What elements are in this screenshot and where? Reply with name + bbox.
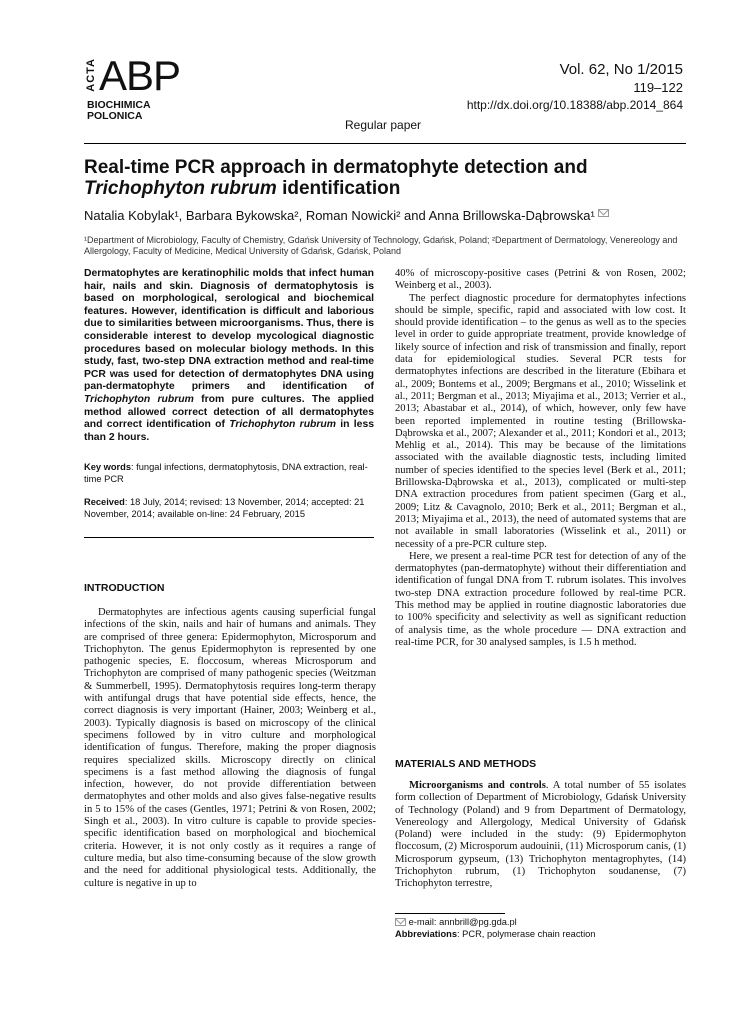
divider (84, 537, 374, 538)
paper-type: Regular paper (345, 118, 422, 132)
envelope-icon (395, 918, 406, 926)
abbreviations-label: Abbreviations (395, 928, 457, 939)
right-column-text (395, 268, 686, 649)
received-dates (84, 497, 374, 520)
logo-subtitle (87, 100, 151, 122)
email-text[interactable]: e-mail: annbrill@pg.gda.pl (408, 917, 517, 927)
introduction-paragraph: Dermatophytes are infectious agents causing superficial fungal infections of the skin, nails and hair of humans and animals. They are comprised of three genera: Epidermophyton, Microsporum and Trichophyton. The genus Epidermophyton is represented by one pathogenic species, E. floccosum, whereas Microsporum and Trichophyton are comprised of many pathogenic species (Weitzman & Summerbell, 1995). Dermatophytosis requires long-term therapy with antifungal drugs that have potential side effects, hence, the correct diagnosis is very important (Hainer, 2003; Weinberg et al., 2003). Typically diagnosis is based on microscopy of the clinical specimens followed by in vitro culture and morphological identification of fungus. Therefore, making the proper diagnosis requires specialized skills. Microscopy directly on clinical specimens is a fast method allowing the diagnosis of fungal infection, however, do not provide differentiation between dermatophytes and other molds and also gives false-negative results in 5 to 15% of the cases (Gentles, 1971; Petrini & von Rosen, 2002; Singh et al., 2003). In vitro culture is capable to provide species-specific identification based on morphological and biochemical criteria. However, it is not only costly as it requires a range of culture media, but also time-consuming because of the slow growth and the need for additional physiological tests. Additionally, the culture is negative in up to (84, 607, 376, 889)
affiliations: ¹Department of Microbiology, Faculty of Chemistry, Gdańsk University of Technology, Gdańsk, Poland; ²Department of Dermatology, Venereology and Allergology, Faculty of Medicine, Medical University of Gdańsk, Gdańsk, Poland (84, 235, 678, 256)
authors-text: Natalia Kobylak¹, Barbara Bykowska², Roman Nowicki² and Anna Brillowska-Dąbrowska¹ (84, 208, 595, 223)
journal-logo (85, 52, 195, 128)
doi-link[interactable]: http://dx.doi.org/10.18388/abp.2014_864 (466, 98, 683, 112)
volume: Vol. 62, No 1/2015 (559, 61, 683, 78)
abstract-part: Dermatophytes are keratinophilic molds that infect human hair, nails and skin. Diagnosis of dermatophytosis is based on morphological, serological and biochemical features. However, identification is difficult and laborious due to similarities between microorganisms. Thus, there is considerable interest to develop mycological diagnostic procedures based on molecular biology methods. In this study, fast, two-step DNA extraction method and real-time PCR was used for detection of dermatophytes DNA using pan-dermatophyte primers and identification of (84, 268, 374, 393)
keywords-label: Key words (84, 462, 132, 472)
title-italic: Trichophyton rubrum (84, 178, 277, 199)
title-rest: identification (276, 178, 401, 199)
abstract-part: from pure cultures. The applied method allowed correct detection of all dermatophytes and correct identification of (84, 393, 374, 431)
footnote-abbreviations (395, 929, 686, 941)
divider (84, 143, 686, 144)
citation-meta (467, 60, 683, 114)
footnote-divider (395, 913, 505, 914)
abstract (84, 268, 374, 444)
title-line-1: Real-time PCR approach in dermatophyte detection and (84, 157, 588, 178)
section-heading-methods: MATERIALS AND METHODS (395, 758, 537, 770)
paragraph: Here, we present a real-time PCR test for detection of any of the dermatophytes (pan-dermatophyte) without their differentiation and identification of fungal DNA from T. rubrum isolates. This involves two-step DNA extraction procedure followed by real-time PCR. This method may be applied in routine diagnostic laboratories due to 100% specificity and selectivity as well as significant reduction of analysis time, as the whole procedure — DNA extraction and real-time PCR, for 30 analysed samples, is 1.5 h method. (395, 550, 686, 648)
footnote-email (395, 917, 686, 929)
methods-subheading: Microorganisms and controls (409, 780, 546, 791)
methods-paragraph (395, 780, 686, 891)
keywords-text: : fungal infections, dermatophytosis, DNA extraction, real-time PCR (84, 462, 368, 484)
logo-line-1: BIOCHIMICA (87, 99, 151, 111)
title-line-2 (84, 178, 684, 199)
footnotes (395, 917, 686, 940)
email-envelope-icon (598, 209, 609, 217)
author-list (84, 208, 704, 223)
methods-text: . A total number of 55 isolates form collection of Department of Microbiology, Gdańsk University of Technology (Poland) and 9 from Department of Dermatology, Venereology and Allergology, Medical University of Gdańsk (Poland) were included in the study: (9) Epidermophyton floccosum, (2) Microsporum audouinii, (11) Microsporum canis, (1) Microsporum gypseum, (13) Trichophyton mentagrophytes, (14) Trichophyton rubrum, (1) Trichophyton soudanense, (7) Trichophyton terrestre, (395, 780, 687, 890)
page-range: 119–122 (633, 80, 683, 95)
abstract-italic: Trichophyton rubrum (84, 393, 194, 405)
abbreviations-text: : PCR, polymerase chain reaction (457, 928, 596, 939)
article-title (84, 157, 684, 199)
received-text: : 18 July, 2014; revised: 13 November, 2014; accepted: 21 November, 2014; available on-line: 24 February, 2015 (84, 497, 365, 519)
paragraph: The perfect diagnostic procedure for dermatophytes infections should be simple, specific, rapid and associated with low cost. It should provide identification – to the genus as well as to the species level in order to guide appropriate treatment, provide knowledge of likely source of infection and risk of transmission and finally, report data for epidemiological studies. Several PCR tests for dermatophytes infections are described in the literature (Ebihara et al., 2009; Bontems et al., 2009; Bergmans et al., 2010; Wisselink et al., 2011; Bergman et al., 2013; Miyajima et al., 2013; Verrier et al., 2013; Abastabar et al., 2014), of which, however, only few have been reported implemented in routine testing (Brillowska-Dąbrowska et al., 2007; Alexander et al., 2011; Kondori et al., 2013; Mehlig et al., 2014). This may be because of the limitations associated with the available diagnostic tests, including limited number of species identified to the species level (Berk et al., 2011; Brillowska-Dąbrowska et al., 2013), complicated or multi-step DNA extraction procedures from patient specimen (Garg et al., 2009; Litz & Cavagnolo, 2010; Berk et al., 2011; Bergman et al., 2013; Miyajima et al., 2013), the need of automated systems that are not available in small laboratories (Wisselink et al., 2011) or necessity of a pre-PCR culture step. (395, 292, 686, 550)
logo-line-2: POLONICA (87, 110, 143, 122)
logo-abp: ABP (99, 52, 181, 99)
keywords (84, 462, 374, 485)
abstract-part: in less than 2 hours. (84, 419, 375, 443)
section-heading-introduction: INTRODUCTION (84, 582, 165, 594)
abstract-italic: Trichophyton rubrum (229, 419, 337, 431)
paragraph: 40% of microscopy-positive cases (Petrini & von Rosen, 2002; Weinberg et al., 2003). (395, 268, 686, 292)
received-label: Received (84, 497, 125, 507)
logo-acta: ACTA (85, 58, 97, 92)
